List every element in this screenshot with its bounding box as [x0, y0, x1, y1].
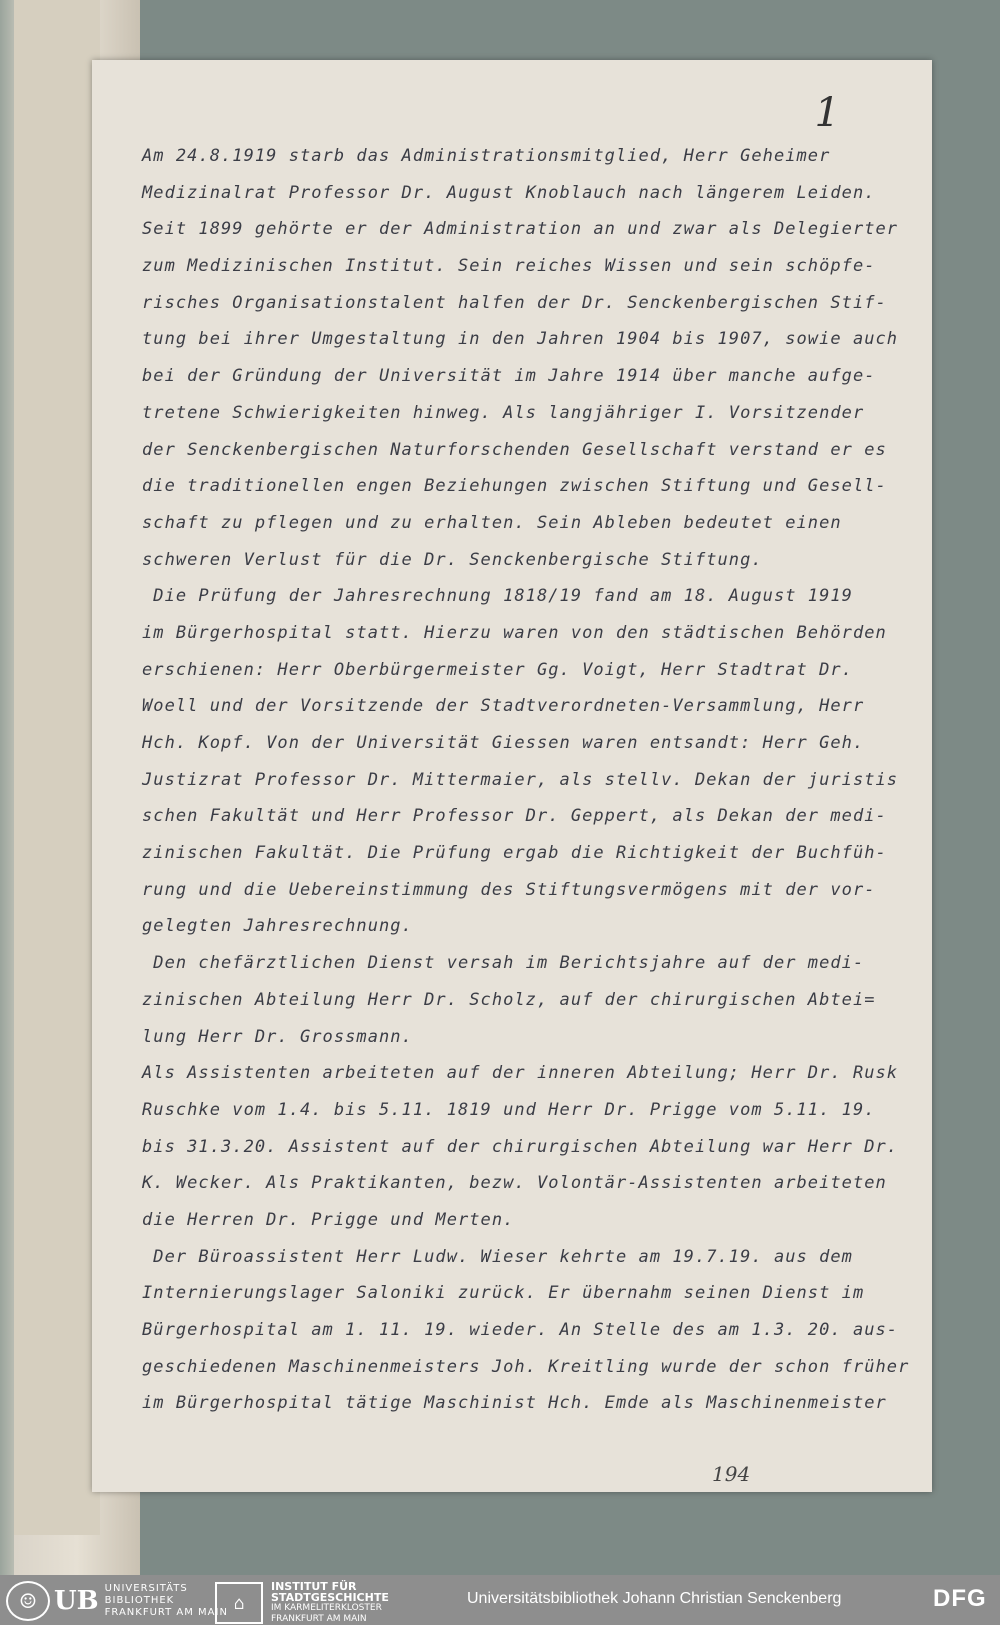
text-line: zum Medizinischen Institut. Sein reiches Wissen und sein schöpfe-: [142, 256, 876, 277]
text-line: Bürgerhospital am 1. 11. 19. wieder. An Stelle des am 1.3. 20. aus-: [142, 1320, 899, 1340]
text-line: tung bei ihrer Umgestaltung in den Jahren 1904 bis 1907, sowie auch: [142, 329, 899, 350]
text-line: risches Organisationstalent halfen der Dr. Senckenbergischen Stif-: [142, 292, 887, 313]
text-line: gelegten Jahresrechnung.: [142, 916, 413, 937]
text-line: schaft zu pflegen und zu erhalten. Sein Ableben bedeutet einen: [142, 512, 842, 533]
text-line: Ruschke vom 1.4. bis 5.11. 1819 und Herr Dr. Prigge vom 5.11. 19.: [142, 1099, 876, 1120]
text-line: schweren Verlust für die Dr. Senckenbergische Stiftung.: [142, 549, 763, 570]
isg-line3: IM KARMELITERKLOSTER: [271, 1603, 382, 1613]
text-line: die Herren Dr. Prigge und Merten.: [142, 1209, 515, 1230]
ub-letters: UB: [54, 1586, 99, 1616]
ub-logo[interactable]: [6, 1581, 228, 1621]
ub-line3: FRANKFURT AM MAIN: [104, 1607, 228, 1618]
typed-text-block: [142, 138, 932, 1422]
text-line: Medizinalrat Professor Dr. August Knoblauch nach längerem Leiden.: [142, 182, 876, 203]
page-number: 1: [814, 90, 840, 136]
ub-line2: BIBLIOTHEK: [104, 1595, 175, 1606]
footer-title: Universitätsbibliothek Johann Christian Senckenberg: [467, 1590, 842, 1607]
ub-line1: UNIVERSITÄTS: [104, 1583, 188, 1594]
text-line: Woell und der Vorsitzende der Stadtverordneten-Versammlung, Herr: [142, 696, 865, 717]
text-line: zinischen Abteilung Herr Dr. Scholz, auf der chirurgischen Abtei=: [142, 989, 876, 1010]
isg-line4: FRANKFURT AM MAIN: [271, 1614, 367, 1624]
text-line: Den chefärztlichen Dienst versah im Berichtsjahre auf der medi-: [142, 953, 865, 974]
isg-line2: STADTGESCHICHTE: [271, 1591, 389, 1604]
text-line: bei der Gründung der Universität im Jahre 1914 über manche aufge-: [142, 366, 876, 387]
ub-emblem-icon: ☺: [6, 1581, 50, 1621]
text-line: zinischen Fakultät. Die Prüfung ergab die Richtigkeit der Buchfüh-: [142, 843, 887, 864]
text-line: Internierungslager Saloniki zurück. Er übernahm seinen Dienst im: [142, 1283, 865, 1304]
archive-number: 194: [712, 1462, 751, 1486]
text-line: Die Prüfung der Jahresrechnung 1818/19 fand am 18. August 1919: [142, 586, 853, 607]
text-line: tretene Schwierigkeiten hinweg. Als langjähriger I. Vorsitzender: [142, 402, 865, 423]
isg-logo[interactable]: [215, 1581, 389, 1625]
text-line: lung Herr Dr. Grossmann.: [142, 1026, 413, 1047]
isg-building-icon: ⌂: [215, 1582, 263, 1624]
text-line: bis 31.3.20. Assistent auf der chirurgischen Abteilung war Herr Dr.: [142, 1136, 899, 1157]
isg-line1: INSTITUT FÜR: [271, 1580, 357, 1593]
text-line: im Bürgerhospital tätige Maschinist Hch. Emde als Maschinenmeister: [142, 1393, 887, 1414]
text-line: geschiedenen Maschinenmeisters Joh. Kreitling wurde der schon früher: [142, 1356, 910, 1377]
text-line: Der Büroassistent Herr Ludw. Wieser kehrte am 19.7.19. aus dem: [142, 1246, 853, 1267]
footer-bar: [0, 1575, 1000, 1625]
text-line: die traditionellen engen Beziehungen zwischen Stiftung und Gesell-: [142, 476, 887, 497]
text-line: Als Assistenten arbeiteten auf der inneren Abteilung; Herr Dr. Rusk: [142, 1063, 899, 1084]
background-book: [0, 0, 100, 1535]
document-page: [92, 60, 932, 1492]
text-line: Justizrat Professor Dr. Mittermaier, als stellv. Dekan der juristis: [142, 769, 899, 790]
background-strip: [0, 0, 14, 1575]
dfg-logo[interactable]: DFG: [933, 1585, 987, 1612]
ub-text: [105, 1583, 228, 1619]
text-line: Hch. Kopf. Von der Universität Giessen waren entsandt: Herr Geh.: [142, 733, 865, 753]
text-line: schen Fakultät und Herr Professor Dr. Geppert, als Dekan der medi-: [142, 806, 887, 827]
text-line: Am 24.8.1919 starb das Administrationsmitglied, Herr Geheimer: [142, 146, 831, 166]
text-line: K. Wecker. Als Praktikanten, bezw. Volontär-Assistenten arbeiteten: [142, 1173, 887, 1194]
text-line: Seit 1899 gehörte er der Administration an und zwar als Delegierter: [142, 219, 899, 240]
text-line: im Bürgerhospital statt. Hierzu waren von den städtischen Behörden: [142, 622, 887, 643]
text-line: rung und die Uebereinstimmung des Stiftungsvermögens mit der vor-: [142, 879, 876, 900]
isg-text: [271, 1581, 389, 1625]
text-line: der Senckenbergischen Naturforschenden Gesellschaft verstand er es: [142, 439, 887, 460]
text-line: erschienen: Herr Oberbürgermeister Gg. Voigt, Herr Stadtrat Dr.: [142, 659, 853, 680]
